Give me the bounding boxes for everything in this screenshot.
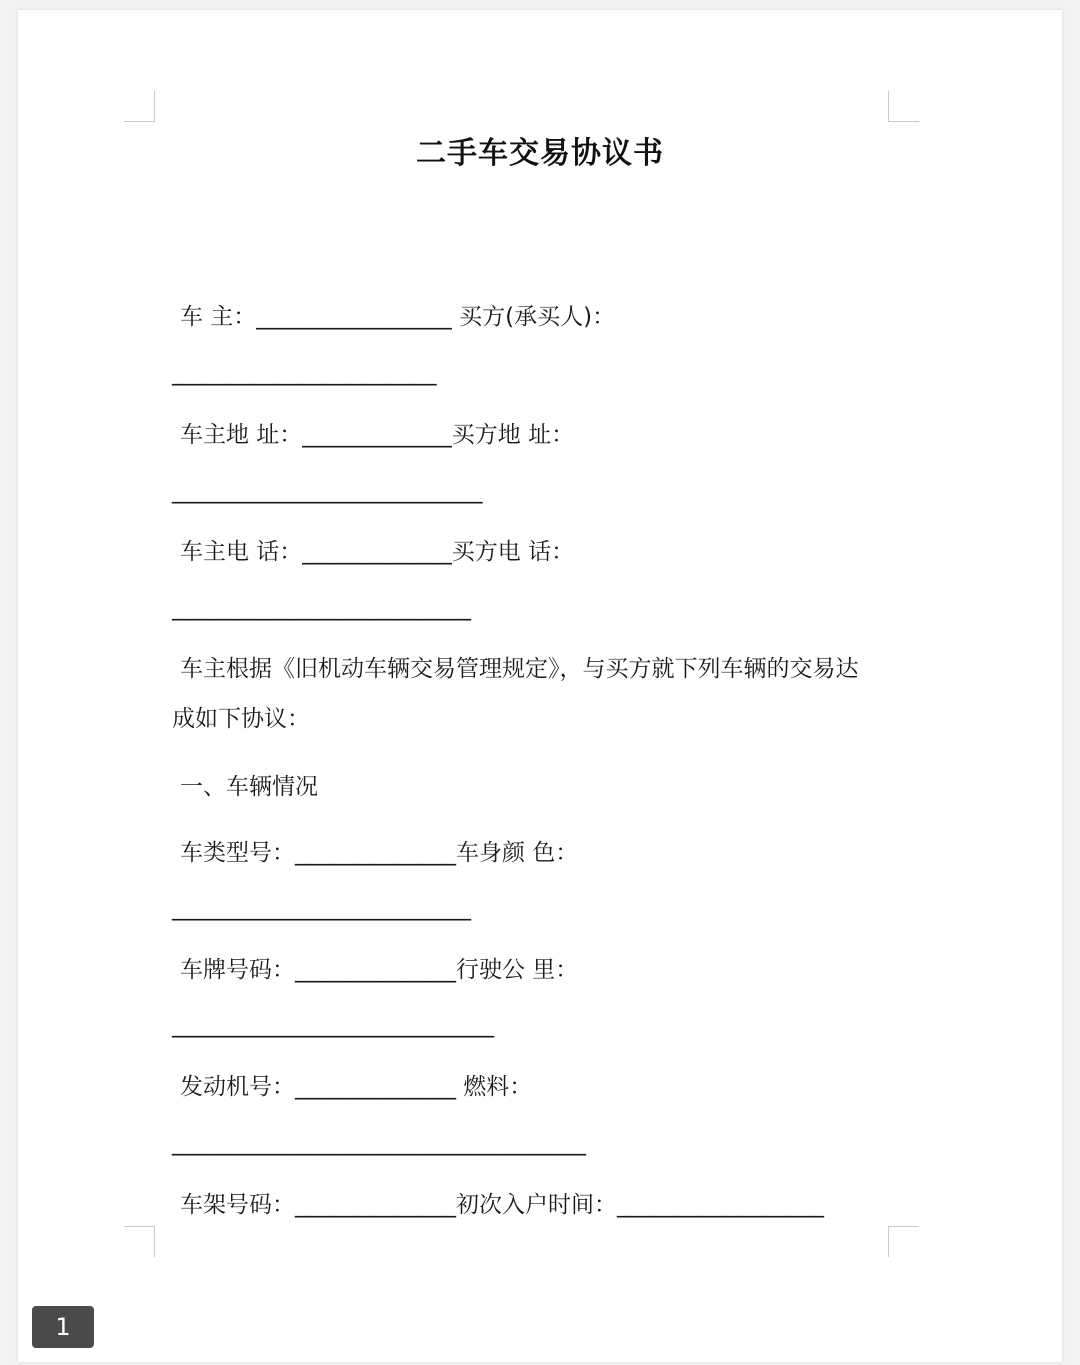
engine-line: 发动机号：______________ 燃料： bbox=[180, 1074, 533, 1100]
page-number-badge[interactable]: 1 bbox=[32, 1306, 94, 1348]
phone-line: 车主电 话：_____________买方电 话： bbox=[180, 539, 575, 565]
top-left-margin-mark bbox=[124, 91, 155, 122]
address-line: 车主地 址：_____________买方地 址： bbox=[180, 422, 575, 448]
document-page bbox=[18, 10, 1062, 1362]
section-heading-vehicle: 一、车辆情况 bbox=[180, 774, 318, 800]
agreement-paragraph-line-2: 成如下协议： bbox=[172, 706, 310, 732]
engine-blank-line: ____________________________________ bbox=[172, 1130, 586, 1156]
buyer-blank-line: _______________________ bbox=[172, 360, 437, 386]
top-right-margin-mark bbox=[888, 91, 919, 122]
vehicle-model-blank-line: __________________________ bbox=[172, 895, 471, 921]
address-blank-line: ___________________________ bbox=[172, 478, 483, 504]
phone-blank-line: __________________________ bbox=[172, 595, 471, 621]
bottom-left-margin-mark bbox=[124, 1226, 155, 1257]
plate-blank-line: ____________________________ bbox=[172, 1012, 494, 1038]
frame-line: 车架号码：______________初次入户时间：__________________ bbox=[180, 1192, 824, 1218]
document-title: 二手车交易协议书 bbox=[416, 136, 664, 171]
bottom-right-margin-mark bbox=[888, 1226, 919, 1257]
plate-line: 车牌号码：______________行驶公 里： bbox=[180, 957, 579, 983]
agreement-paragraph-line-1: 车主根据《旧机动车辆交易管理规定》，与买方就下列车辆的交易达 bbox=[180, 656, 859, 682]
owner-buyer-line: 车 主：_________________ 买方(承买人)： bbox=[180, 304, 616, 330]
vehicle-model-line: 车类型号：______________车身颜 色： bbox=[180, 840, 579, 866]
